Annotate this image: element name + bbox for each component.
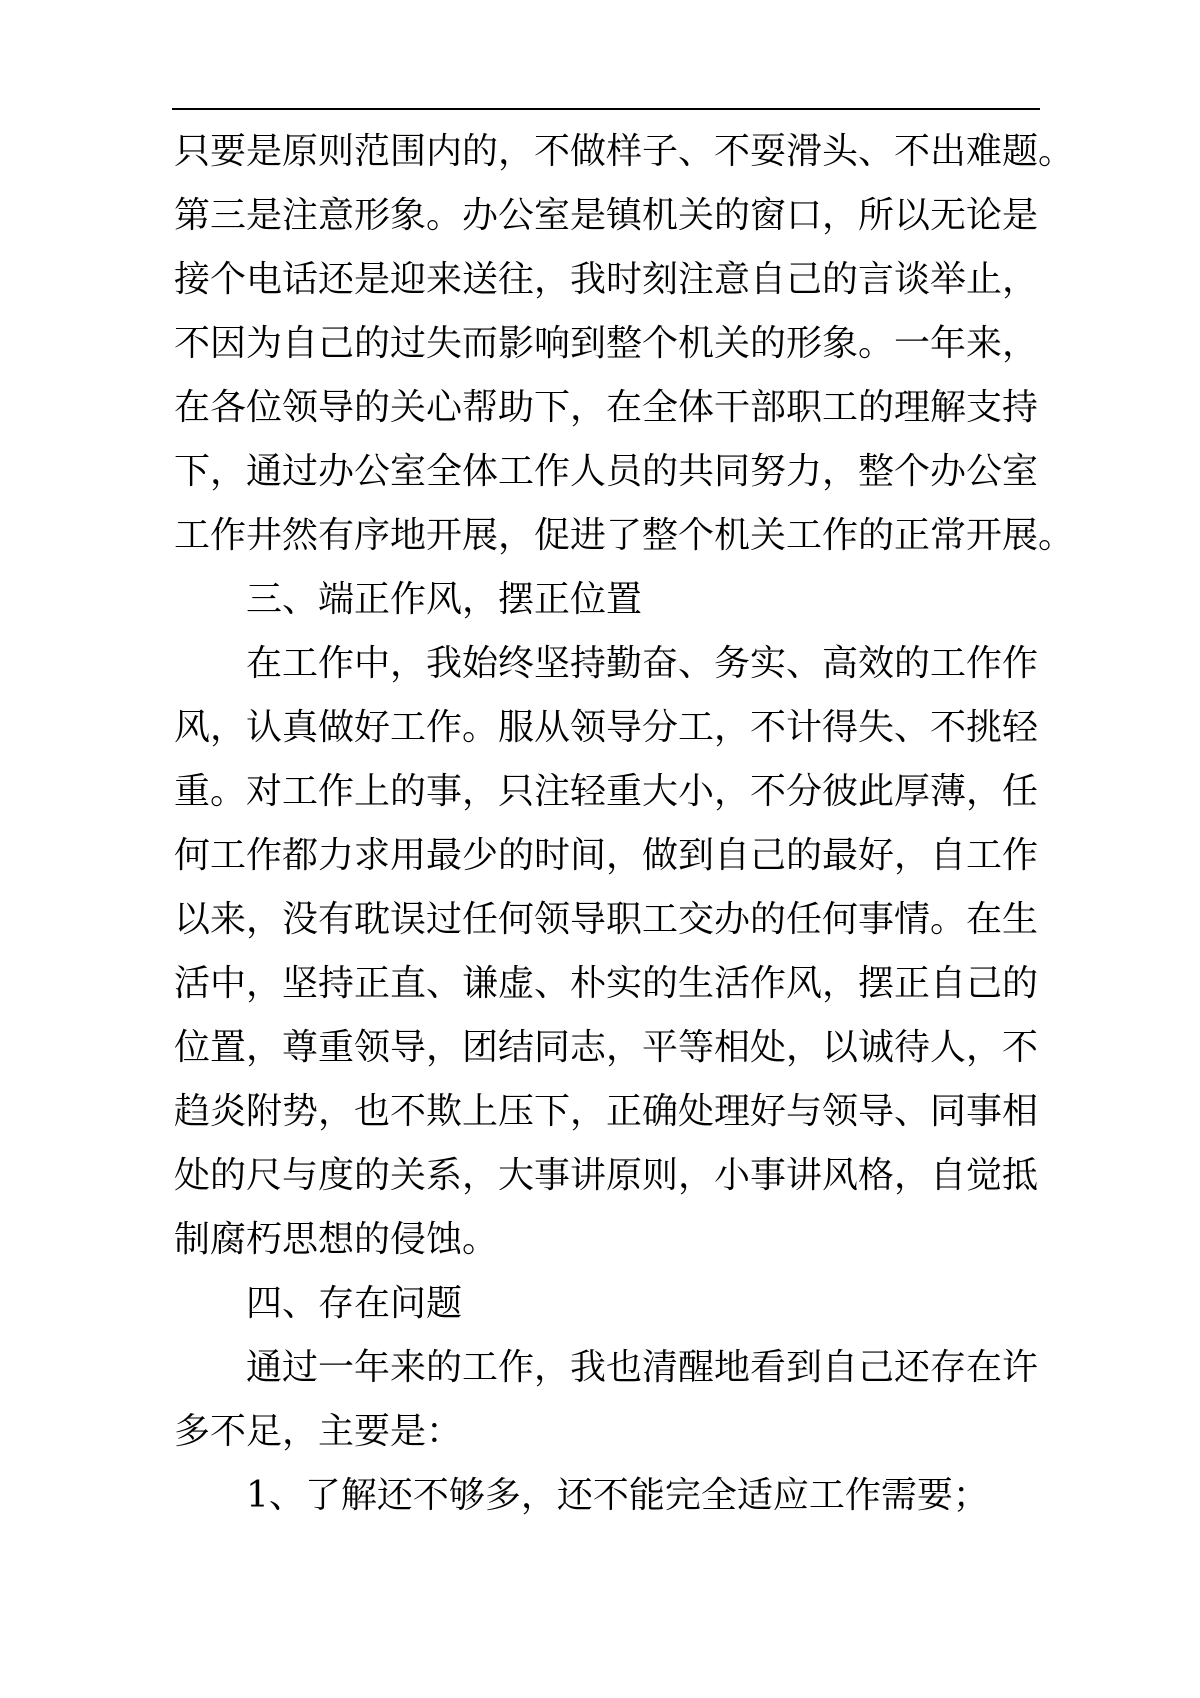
text-line: 趋炎附势，也不欺上压下，正确处理好与领导、同事相 xyxy=(174,1091,1039,1132)
text-line: 工作井然有序地开展，促进了整个机关工作的正常开展。 xyxy=(174,515,1075,556)
text-line: 在各位领导的关心帮助下，在全体干部职工的理解支持 xyxy=(174,387,1039,428)
section-heading: 三、端正作风，摆正位置 xyxy=(246,579,643,620)
text-line: 以来，没有耽误过任何领导职工交办的任何事情。在生 xyxy=(174,899,1039,940)
text-line: 接个电话还是迎来送往，我时刻注意自己的言谈举止， xyxy=(174,259,1039,300)
text-line: 多不足，主要是： xyxy=(174,1411,463,1452)
list-item: 1、了解还不够多，还不能完全适应工作需要； xyxy=(246,1475,989,1516)
section-heading: 四、存在问题 xyxy=(246,1283,463,1324)
text-line: 位置，尊重领导，团结同志，平等相处，以诚待人，不 xyxy=(174,1027,1039,1068)
text-line: 下，通过办公室全体工作人员的共同努力，整个办公室 xyxy=(174,451,1039,492)
text-line: 制腐朽思想的侵蚀。 xyxy=(174,1219,499,1260)
text-line: 只要是原则范围内的，不做样子、不耍滑头、不出难题。 xyxy=(174,131,1075,172)
text-line: 活中，坚持正直、谦虚、朴实的生活作风，摆正自己的 xyxy=(174,963,1039,1004)
text-line: 处的尺与度的关系，大事讲原则，小事讲风格，自觉抵 xyxy=(174,1155,1039,1196)
text-line: 不因为自己的过失而影响到整个机关的形象。一年来， xyxy=(174,323,1039,364)
text-line: 风，认真做好工作。服从领导分工，不计得失、不挑轻 xyxy=(174,707,1039,748)
document-body xyxy=(174,120,1075,1528)
text-line: 何工作都力求用最少的时间，做到自己的最好，自工作 xyxy=(174,835,1039,876)
header-rule xyxy=(172,108,1040,110)
paragraph-first-line: 在工作中，我始终坚持勤奋、务实、高效的工作作 xyxy=(246,643,1039,684)
paragraph-first-line: 通过一年来的工作，我也清醒地看到自己还存在许 xyxy=(246,1347,1039,1388)
text-line: 重。对工作上的事，只注轻重大小，不分彼此厚薄，任 xyxy=(174,771,1039,812)
text-line: 第三是注意形象。办公室是镇机关的窗口，所以无论是 xyxy=(174,195,1039,236)
